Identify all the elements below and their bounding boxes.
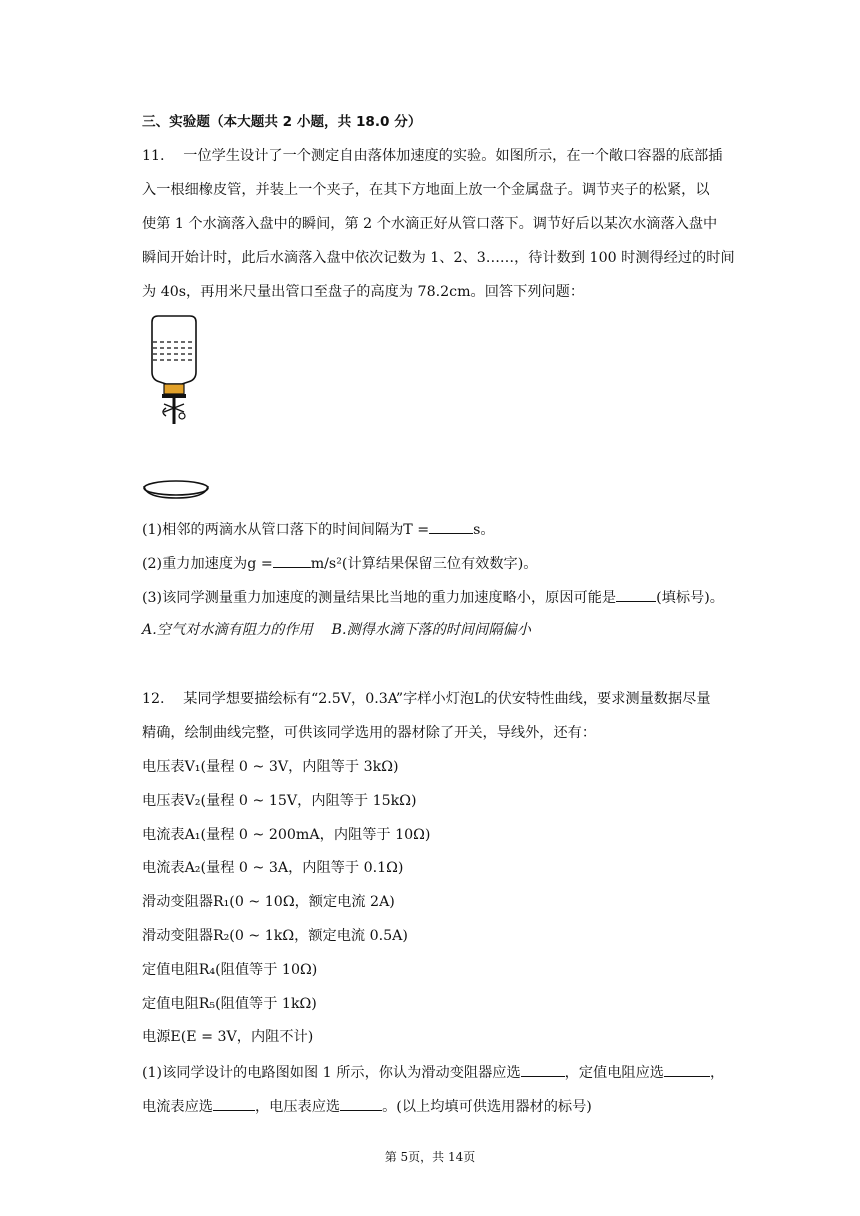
q12-sub1-text: 。(以上均填可供选用器材的标号): [382, 1099, 592, 1115]
q12-sub1-text: 电流表应选: [142, 1099, 213, 1115]
q11-line-2: 入一根细橡皮管，并装上一个夹子，在其下方地面上放一个金属盘子。调节夹子的松紧，以: [142, 182, 710, 198]
q11-line-5: 为 40s，再用米尺量出管口至盘子的高度为 78.2cm。回答下列问题：: [142, 284, 585, 300]
q11-sub1-unit: s。: [473, 522, 495, 538]
page-footer: 第 5页，共 14页: [384, 1150, 476, 1164]
answer-blank[interactable]: [429, 518, 473, 534]
equipment-item: 电源E(E = 3V，内阻不计): [142, 1029, 314, 1045]
equipment-item: 电压表V₁(量程 0 ~ 3V，内阻等于 3kΩ): [142, 759, 399, 775]
q12-sub1-line-2: [142, 1095, 592, 1117]
q12-sub1-text: ，定值电阻应选: [564, 1065, 664, 1081]
q12-sub1-text: (1)该同学设计的电路图如图 1 所示，你认为滑动变阻器应选: [142, 1065, 521, 1081]
equipment-item: 滑动变阻器R₁(0 ~ 10Ω，额定电流 2A): [142, 894, 395, 910]
q12-line-2: 精确，绘制曲线完整，可供该同学选用的器材除了开关，导线外，还有：: [142, 725, 597, 741]
equipment-item: 电流表A₂(量程 0 ~ 3A，内阻等于 0.1Ω): [142, 860, 404, 876]
q11-sub1-text: (1)相邻的两滴水从管口落下的时间间隔为T =: [142, 522, 430, 538]
equipment-item: 电流表A₁(量程 0 ~ 200mA，内阻等于 10Ω): [142, 827, 431, 843]
q11-options: A.空气对水滴有阻力的作用 B.测得水滴下落的时间间隔偏小: [142, 622, 531, 638]
q12-sub1-text: ，: [709, 1065, 725, 1081]
answer-blank[interactable]: [213, 1095, 255, 1111]
q11-sub2-text: (2)重力加速度为g =: [142, 556, 273, 572]
answer-blank[interactable]: [521, 1061, 565, 1077]
equipment-item: 定值电阻R₄(阻值等于 10Ω): [142, 962, 318, 978]
answer-blank[interactable]: [664, 1061, 710, 1077]
q12-sub1-line-1: [142, 1061, 724, 1083]
q11-sub3-tail: (填标号)。: [656, 590, 724, 606]
equipment-item: 滑动变阻器R₂(0 ~ 1kΩ，额定电流 0.5A): [142, 928, 408, 944]
q11-sub3: [142, 586, 724, 608]
answer-blank[interactable]: [616, 586, 656, 602]
section-title: 三、实验题（本大题共 2 小题，共 18.0 分）: [142, 114, 422, 130]
equipment-item: 定值电阻R₅(阻值等于 1kΩ): [142, 996, 317, 1012]
q11-sub2-unit: m/s²(计算结果保留三位有效数字)。: [310, 556, 538, 572]
q11-sub2: [142, 552, 537, 574]
q11-sub3-text: (3)该同学测量重力加速度的测量结果比当地的重力加速度略小，原因可能是: [142, 590, 617, 606]
q11-line-3: 使第 1 个水滴落入盘中的瞬间，第 2 个水滴正好从管口落下。调节好后以某次水滴落入盘中: [142, 216, 718, 232]
q11-line-1: 11. 一位学生设计了一个测定自由落体加速度的实验。如图所示，在一个敞口容器的底部插: [142, 148, 723, 164]
drip-apparatus-figure: [140, 312, 220, 508]
q11-line-4: 瞬间开始计时，此后水滴落入盘中依次记数为 1、2、3……，待计数到 100 时测得经过的时间: [142, 250, 735, 266]
answer-blank[interactable]: [273, 552, 311, 568]
q11-sub1: [142, 518, 495, 540]
q12-line-1: 12. 某同学想要描绘标有“2.5V，0.3A”字样小灯泡L的伏安特性曲线，要求测量数据尽量: [142, 691, 711, 707]
answer-blank[interactable]: [340, 1095, 382, 1111]
q12-sub1-text: ，电压表应选: [254, 1099, 341, 1115]
equipment-item: 电压表V₂(量程 0 ~ 15V，内阻等于 15kΩ): [142, 793, 417, 809]
